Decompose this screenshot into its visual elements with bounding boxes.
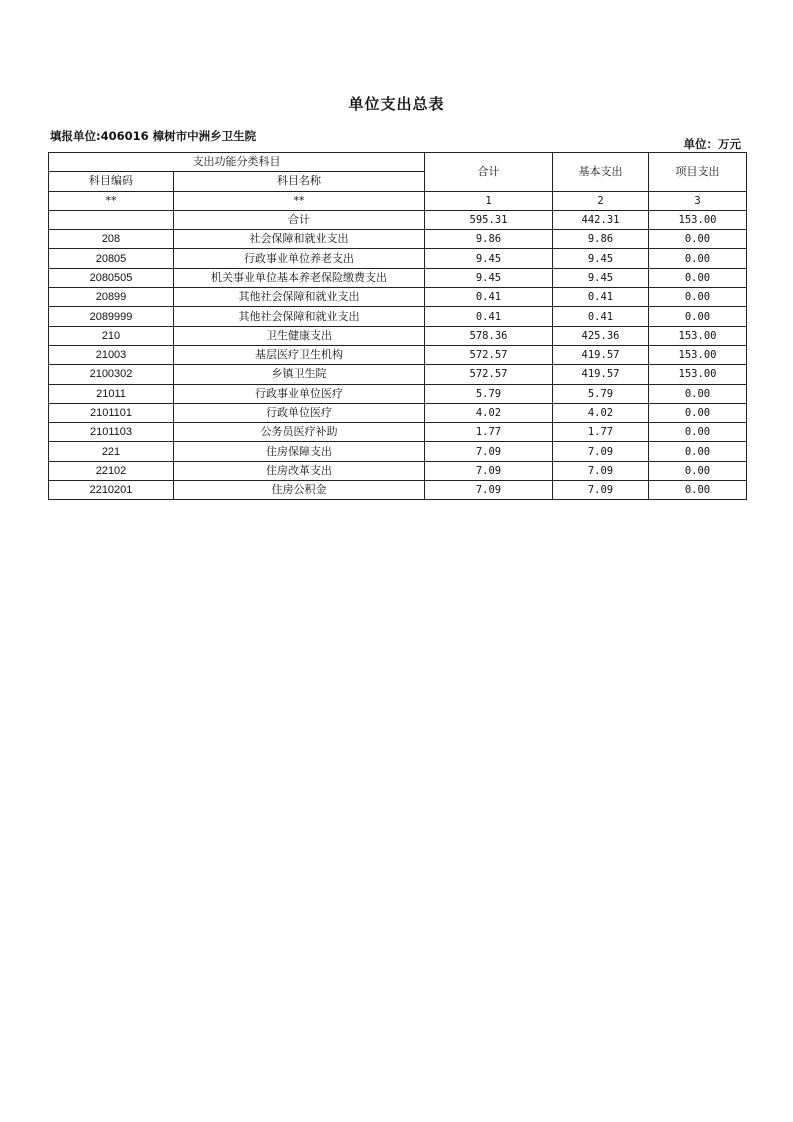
subject-code-cell: 22102 — [49, 461, 174, 480]
project-expenditure-cell: 0.00 — [649, 307, 747, 326]
subject-name-cell: 住房保障支出 — [174, 442, 425, 461]
subject-name-cell: 其他社会保障和就业支出 — [174, 288, 425, 307]
subject-code-cell: 221 — [49, 442, 174, 461]
header-row-1 — [49, 153, 747, 172]
table-body — [49, 153, 747, 500]
basic-expenditure-cell: 5.79 — [553, 384, 649, 403]
subject-code-cell: 2210201 — [49, 481, 174, 500]
index-basic: 2 — [553, 191, 649, 210]
subject-code-cell: 2101103 — [49, 423, 174, 442]
subject-name-cell: 社会保障和就业支出 — [174, 230, 425, 249]
subject-name-cell: 卫生健康支出 — [174, 326, 425, 345]
expenditure-summary-table — [48, 152, 747, 500]
total-cell: 9.45 — [425, 268, 553, 287]
table-row — [49, 210, 747, 229]
subject-name-cell: 合计 — [174, 210, 425, 229]
table-row — [49, 442, 747, 461]
subject-code-cell — [49, 210, 174, 229]
subject-code-cell: 208 — [49, 230, 174, 249]
total-cell: 5.79 — [425, 384, 553, 403]
total-cell: 572.57 — [425, 345, 553, 364]
filing-unit: 填报单位:406016 樟树市中洲乡卫生院 — [50, 129, 257, 143]
subject-name-cell: 其他社会保障和就业支出 — [174, 307, 425, 326]
table-row — [49, 345, 747, 364]
header-total: 合计 — [425, 153, 553, 192]
table-row — [49, 249, 747, 268]
basic-expenditure-cell: 9.86 — [553, 230, 649, 249]
basic-expenditure-cell: 0.41 — [553, 288, 649, 307]
project-expenditure-cell: 0.00 — [649, 403, 747, 422]
table-row — [49, 326, 747, 345]
header-subject-code: 科目编码 — [49, 172, 174, 191]
basic-expenditure-cell: 425.36 — [553, 326, 649, 345]
basic-expenditure-cell: 7.09 — [553, 442, 649, 461]
header-function-category: 支出功能分类科目 — [49, 153, 425, 172]
header-basic-expenditure: 基本支出 — [553, 153, 649, 192]
table-row — [49, 268, 747, 287]
subject-name-cell: 公务员医疗补助 — [174, 423, 425, 442]
basic-expenditure-cell: 7.09 — [553, 461, 649, 480]
page-title: 单位支出总表 — [348, 95, 445, 113]
total-cell: 578.36 — [425, 326, 553, 345]
basic-expenditure-cell: 0.41 — [553, 307, 649, 326]
subject-name-cell: 行政事业单位医疗 — [174, 384, 425, 403]
total-cell: 9.45 — [425, 249, 553, 268]
subject-name-cell: 住房公积金 — [174, 481, 425, 500]
table-row — [49, 403, 747, 422]
header-project-expenditure: 项目支出 — [649, 153, 747, 192]
subject-code-cell: 210 — [49, 326, 174, 345]
index-project: 3 — [649, 191, 747, 210]
basic-expenditure-cell: 419.57 — [553, 345, 649, 364]
subject-code-cell: 20899 — [49, 288, 174, 307]
table-row — [49, 230, 747, 249]
subject-name-cell: 基层医疗卫生机构 — [174, 345, 425, 364]
subject-name-cell: 乡镇卫生院 — [174, 365, 425, 384]
table-row — [49, 384, 747, 403]
total-cell: 0.41 — [425, 307, 553, 326]
subject-code-cell: 2089999 — [49, 307, 174, 326]
project-expenditure-cell: 153.00 — [649, 345, 747, 364]
subject-code-cell: 21011 — [49, 384, 174, 403]
basic-expenditure-cell: 9.45 — [553, 249, 649, 268]
table-row — [49, 365, 747, 384]
basic-expenditure-cell: 1.77 — [553, 423, 649, 442]
subject-name-cell: 机关事业单位基本养老保险缴费支出 — [174, 268, 425, 287]
total-cell: 7.09 — [425, 442, 553, 461]
index-total: 1 — [425, 191, 553, 210]
project-expenditure-cell: 0.00 — [649, 384, 747, 403]
table-row — [49, 307, 747, 326]
table-row — [49, 481, 747, 500]
subject-name-cell: 行政事业单位养老支出 — [174, 249, 425, 268]
project-expenditure-cell: 0.00 — [649, 268, 747, 287]
subject-code-cell: 2080505 — [49, 268, 174, 287]
project-expenditure-cell: 153.00 — [649, 365, 747, 384]
total-cell: 1.77 — [425, 423, 553, 442]
basic-expenditure-cell: 9.45 — [553, 268, 649, 287]
subject-code-cell: 2100302 — [49, 365, 174, 384]
subject-name-cell: 行政单位医疗 — [174, 403, 425, 422]
index-name: ** — [174, 191, 425, 210]
project-expenditure-cell: 0.00 — [649, 481, 747, 500]
total-cell: 595.31 — [425, 210, 553, 229]
table-row — [49, 461, 747, 480]
total-cell: 4.02 — [425, 403, 553, 422]
basic-expenditure-cell: 4.02 — [553, 403, 649, 422]
total-cell: 0.41 — [425, 288, 553, 307]
header-subject-name: 科目名称 — [174, 172, 425, 191]
project-expenditure-cell: 0.00 — [649, 442, 747, 461]
unit-label: 单位：万元 — [683, 137, 741, 151]
subject-name-cell: 住房改革支出 — [174, 461, 425, 480]
total-cell: 7.09 — [425, 481, 553, 500]
subject-code-cell: 2101101 — [49, 403, 174, 422]
table-row — [49, 288, 747, 307]
index-code: ** — [49, 191, 174, 210]
project-expenditure-cell: 0.00 — [649, 423, 747, 442]
subject-code-cell: 21003 — [49, 345, 174, 364]
total-cell: 572.57 — [425, 365, 553, 384]
basic-expenditure-cell: 419.57 — [553, 365, 649, 384]
total-cell: 9.86 — [425, 230, 553, 249]
basic-expenditure-cell: 442.31 — [553, 210, 649, 229]
table-row — [49, 423, 747, 442]
project-expenditure-cell: 0.00 — [649, 230, 747, 249]
index-row — [49, 191, 747, 210]
project-expenditure-cell: 0.00 — [649, 288, 747, 307]
basic-expenditure-cell: 7.09 — [553, 481, 649, 500]
subject-code-cell: 20805 — [49, 249, 174, 268]
total-cell: 7.09 — [425, 461, 553, 480]
project-expenditure-cell: 153.00 — [649, 210, 747, 229]
project-expenditure-cell: 0.00 — [649, 249, 747, 268]
project-expenditure-cell: 153.00 — [649, 326, 747, 345]
project-expenditure-cell: 0.00 — [649, 461, 747, 480]
